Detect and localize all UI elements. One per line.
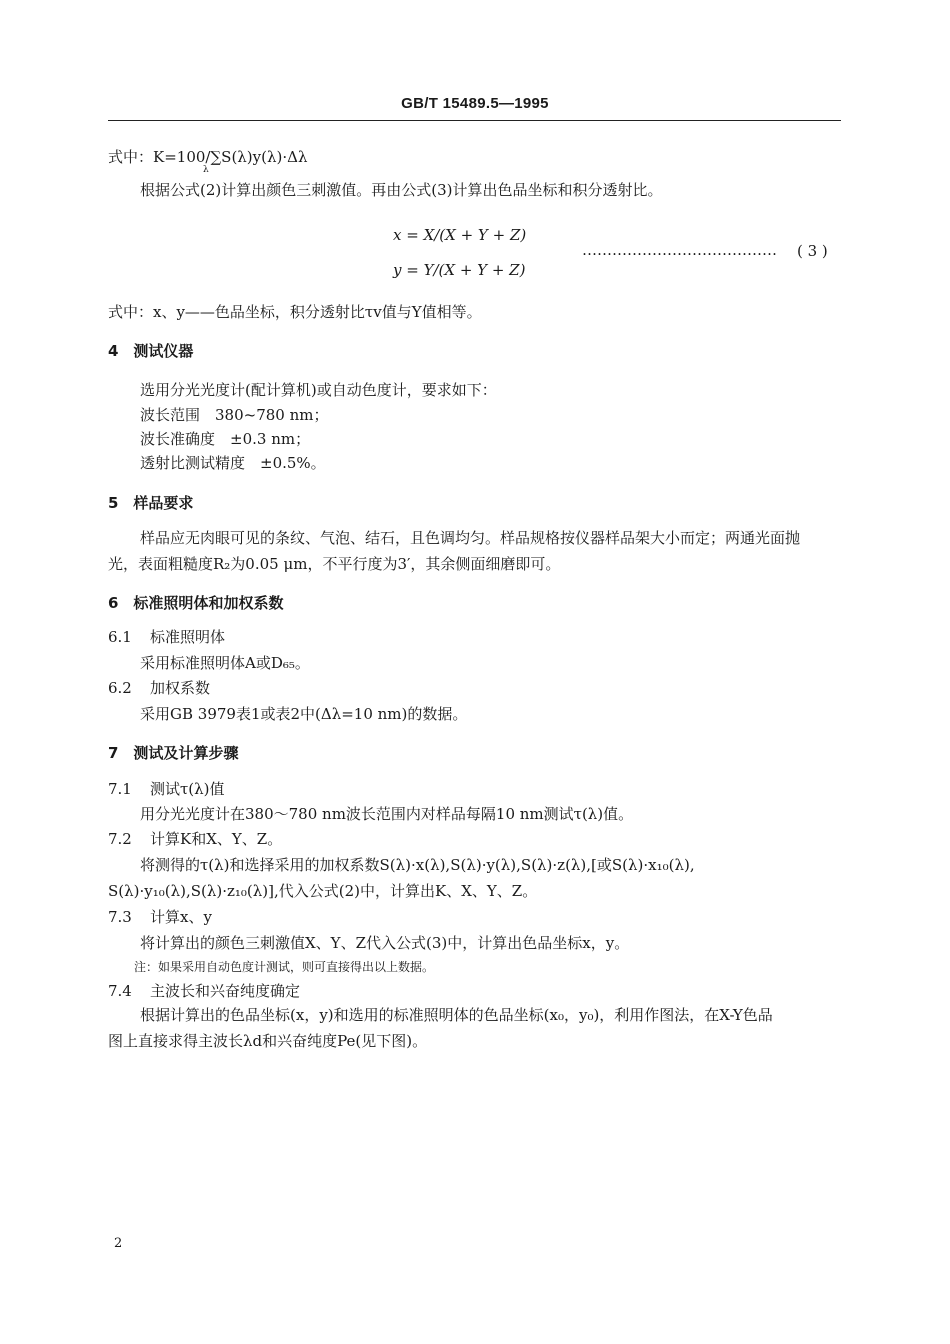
section-5-line-1: 样品应无肉眼可见的条纹、气泡、结石，且色调均匀。样品规格按仪器样品架大小而定；两通光面抛 xyxy=(140,529,801,547)
section-7-2-number: 7.2 xyxy=(108,830,132,848)
section-6-2-text: 采用GB 3979表1或表2中(Δλ=10 nm)的数据。 xyxy=(140,705,468,723)
equation-3-line-x: x = X/(X + Y + Z) xyxy=(393,226,527,244)
document-header-code: GB/T 15489.5—1995 xyxy=(401,95,549,112)
section-7-1-text: 用分光光度计在380～780 nm波长范围内对样品每隔10 nm测试τ(λ)值。 xyxy=(140,805,634,823)
section-7-note: 注：如果采用自动色度计测试，则可直接得出以上数据。 xyxy=(134,960,435,974)
section-4-heading: 4 测试仪器 xyxy=(108,342,194,360)
section-7-4-title: 主波长和兴奋纯度确定 xyxy=(150,982,301,1000)
section-6-1-title: 标准照明体 xyxy=(150,628,226,646)
section-7-2-line-1: 将测得的τ(λ)和选择采用的加权系数S(λ)·x(λ),S(λ)·y(λ),S(λ)·z(λ),[或S(λ)·x₁₀(λ), xyxy=(140,856,695,874)
paragraph-calc: 根据公式(2)计算出颜色三刺激值。再由公式(3)计算出色品坐标和积分透射比。 xyxy=(140,181,663,199)
section-7-2-title: 计算K和X、Y、Z。 xyxy=(150,830,283,848)
section-6-heading: 6 标准照明体和加权系数 xyxy=(108,594,284,612)
formula-k-subscript: λ xyxy=(203,165,209,175)
section-7-1-number: 7.1 xyxy=(108,780,132,798)
section-4-item-transmittance-precision: 透射比测试精度 ±0.5%。 xyxy=(140,454,326,472)
equation-3-number: ( 3 ) xyxy=(797,242,828,260)
section-7-2-line-2: S(λ)·y₁₀(λ),S(λ)·z₁₀(λ)],代入公式(2)中，计算出K、X、Y、Z。 xyxy=(108,882,538,900)
section-7-4-line-1: 根据计算出的色品坐标(x，y)和选用的标准照明体的色品坐标(x₀，y₀)，利用作图法，在X-Y色品 xyxy=(140,1006,773,1024)
section-6-1-number: 6.1 xyxy=(108,628,132,646)
page-number: 2 xyxy=(114,1236,123,1251)
section-5-line-2: 光，表面粗糙度R₂为0.05 μm，不平行度为3′，其余侧面细磨即可。 xyxy=(108,555,561,573)
section-4-item-wavelength-accuracy: 波长准确度 ±0.3 nm； xyxy=(140,430,311,448)
section-7-heading: 7 测试及计算步骤 xyxy=(108,744,239,762)
section-6-1-text: 采用标准照明体A或D₆₅。 xyxy=(140,654,310,672)
section-7-3-title: 计算x、y xyxy=(150,908,212,926)
equation-3-line-y: y = Y/(X + Y + Z) xyxy=(393,261,526,279)
section-5-heading: 5 样品要求 xyxy=(108,494,194,512)
header-rule xyxy=(108,120,841,121)
where-xy-definition: 式中：x、y——色品坐标，积分透射比τv值与Y值相等。 xyxy=(108,303,482,321)
section-7-1-title: 测试τ(λ)值 xyxy=(150,780,225,798)
section-7-4-line-2: 图上直接求得主波长λd和兴奋纯度Pe(见下图)。 xyxy=(108,1032,428,1050)
equation-3-leader: ………………………………… xyxy=(582,241,777,259)
formula-k-line: 式中：K=100/∑S(λ)y(λ)·Δλ xyxy=(108,148,308,166)
section-7-3-number: 7.3 xyxy=(108,908,132,926)
section-6-2-number: 6.2 xyxy=(108,679,132,697)
section-7-3-text: 将计算出的颜色三刺激值X、Y、Z代入公式(3)中，计算出色品坐标x，y。 xyxy=(140,934,630,952)
section-4-item-wavelength-range: 波长范围 380~780 nm； xyxy=(140,406,329,424)
section-7-4-number: 7.4 xyxy=(108,982,132,1000)
section-6-2-title: 加权系数 xyxy=(150,679,211,697)
section-4-intro: 选用分光光度计(配计算机)或自动色度计，要求如下： xyxy=(140,381,497,399)
